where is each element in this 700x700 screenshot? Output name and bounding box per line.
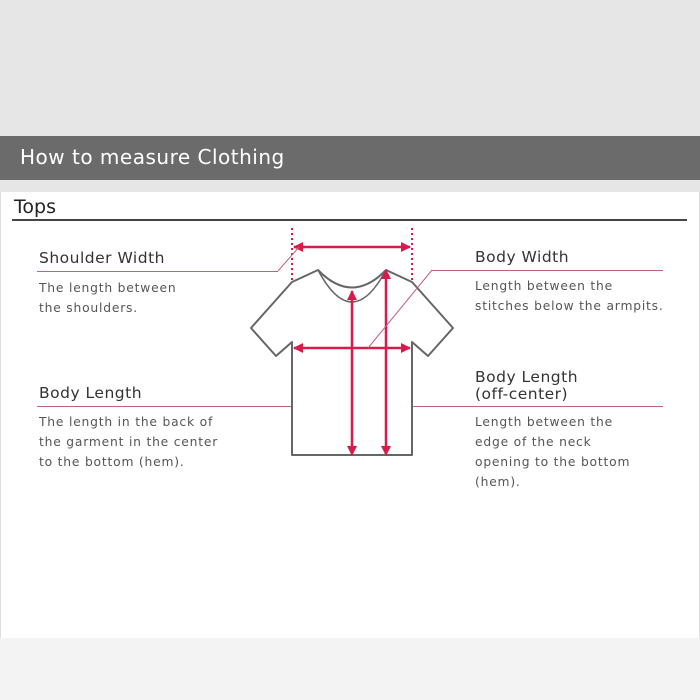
section-title: Tops — [14, 196, 56, 218]
body-length-label: Body Length — [39, 384, 143, 402]
desc-line: edge of the neck — [475, 435, 592, 449]
desc-line: to the bottom (hem). — [39, 455, 185, 469]
desc-line: (hem). — [475, 475, 521, 489]
shoulder-width-leader-diagonal — [278, 247, 299, 271]
header-title: How to measure Clothing — [20, 145, 285, 169]
desc-line: the garment in the center — [39, 435, 219, 449]
desc-line: Length between the — [475, 279, 613, 293]
body-width-label: Body Width — [475, 248, 570, 266]
shoulder-width-label: Shoulder Width — [39, 249, 165, 267]
desc-line: The length between — [39, 281, 177, 295]
desc-line: the shoulders. — [39, 301, 138, 315]
desc-line: The length in the back of — [39, 415, 214, 429]
desc-line: Length between the — [475, 415, 613, 429]
desc-line: opening to the bottom — [475, 455, 631, 469]
label-line: Body Length — [475, 368, 579, 386]
desc-line: stitches below the armpits. — [475, 299, 664, 313]
label-line: (off-center) — [475, 385, 569, 403]
